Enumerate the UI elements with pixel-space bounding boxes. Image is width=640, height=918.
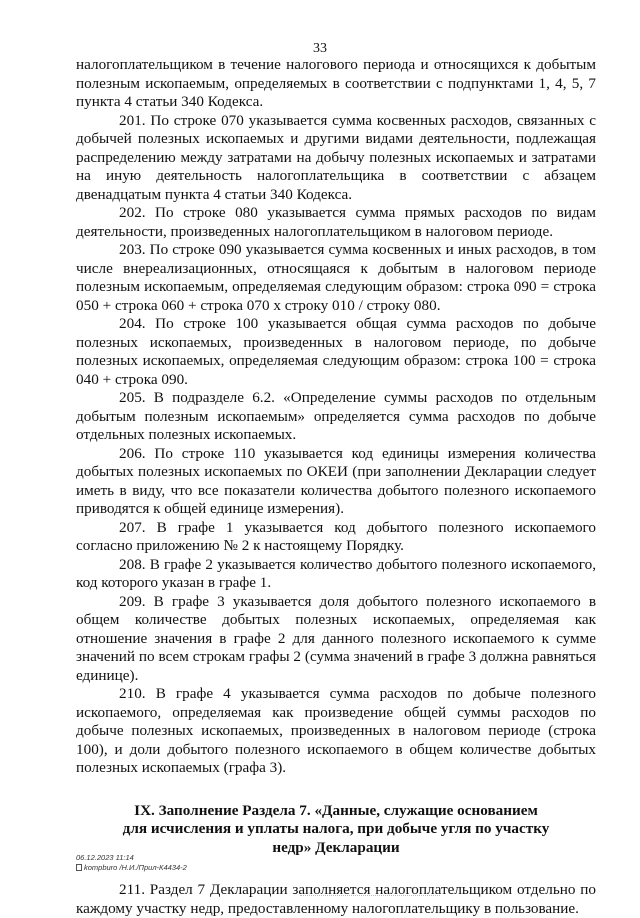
paragraph-203: 203. По строке 090 указывается сумма косвенных и иных расходов, в том числе внереализационных, относящаяся к добытым в налоговом периоде полезным ископаемым, определяемая следующим образом: строка 090 = строка 050 + строка 060 + строка 070 х строку 010 / строку 080.: [76, 241, 596, 314]
document-body: [76, 56, 596, 918]
paragraph-202: 202. По строке 080 указывается сумма прямых расходов по видам деятельности, произведенных налогоплательщиком в налоговом периоде.: [76, 204, 596, 240]
paragraph-206: 206. По строке 110 указывается код единицы измерения количества добытых полезных ископаемых по ОКЕИ (при заполнении Декларации следует иметь в виду, что все показатели количества добытого полезного ископаемого приводятся к общей единице измерения).: [76, 444, 596, 517]
paragraph-209: 209. В графе 3 указывается доля добытого полезного ископаемого в общем количестве добытых полезных ископаемых, определяемая как отношение значения в графе 2 для данного полезного ископаемого к сумме значений по всем строкам графы 2 (сумма значений в графе 3 должна равняться единице).: [76, 592, 596, 684]
paragraph-204: 204. По строке 100 указывается общая сумма расходов по добыче полезных ископаемых, произведенных в налоговом периоде, по добыче полезных ископаемых, определяемая следующим образом: строка 100 = строка 040 + строка 090.: [76, 315, 596, 388]
section-heading: [76, 802, 596, 858]
paragraph-205: 205. В подразделе 6.2. «Определение суммы расходов по отдельным добытым полезным ископаемым» определяется сумма расходов по добыче отдельных полезных ископаемых.: [76, 389, 596, 443]
paragraph-210: 210. В графе 4 указывается сумма расходов по добыче полезного ископаемого, определяемая как произведение общей суммы расходов по добыче полезных ископаемых, произведенных в налоговом периоде (строка 100), и доли добытого полезного ископаемого в общем количестве добытых полезных ископаемых (графа 3).: [76, 685, 596, 776]
page-number: 33: [313, 41, 327, 56]
paragraph-207: 207. В графе 1 указывается код добытого полезного ископаемого согласно приложению № 2 к настоящему Порядку.: [76, 518, 596, 554]
paragraph-201: 201. По строке 070 указывается сумма косвенных расходов, связанных с добычей полезных ископаемых и другими видами деятельности, подлежащая распределению между затратами на добычу полезных ископаемых и затратами на иную деятельность налогоплательщика в соответствии с абзацем двенадцатым пункта 4 статьи 340 Кодекса.: [76, 111, 596, 203]
paragraph-208: 208. В графе 2 указывается количество добытого полезного ископаемого, код которого указан в графе 1.: [76, 555, 596, 591]
section-heading-line-3: недр» Декларации: [272, 838, 400, 856]
section-heading-line-1: IX. Заполнение Раздела 7. «Данные, служащие основанием: [134, 801, 538, 819]
paragraph-211: 211. Раздел 7 Декларации заполняется налогоплательщиком отдельно по каждому участку недр, предоставленному налогоплательщику в пользование.: [76, 881, 596, 917]
footer-path-line: [76, 863, 187, 873]
section-heading-line-2: для исчисления и уплаты налога, при добыче угля по участку: [122, 820, 550, 837]
footer-date: 06.12.2023 11:14: [76, 853, 134, 862]
file-icon: [76, 864, 82, 871]
footer-path: kompburo /Н.И./Прил-К4434-2: [84, 863, 187, 872]
document-footer: [76, 853, 187, 873]
paragraph-continuation: налогоплательщиком в течение налогового периода и относящихся к добытым полезным ископаемым, определяемых в соответствии с подпунктами 1, 4, 5, 7 пункта 4 статьи 340 Кодекса.: [76, 56, 596, 110]
scan-edge-marks: [300, 895, 440, 898]
